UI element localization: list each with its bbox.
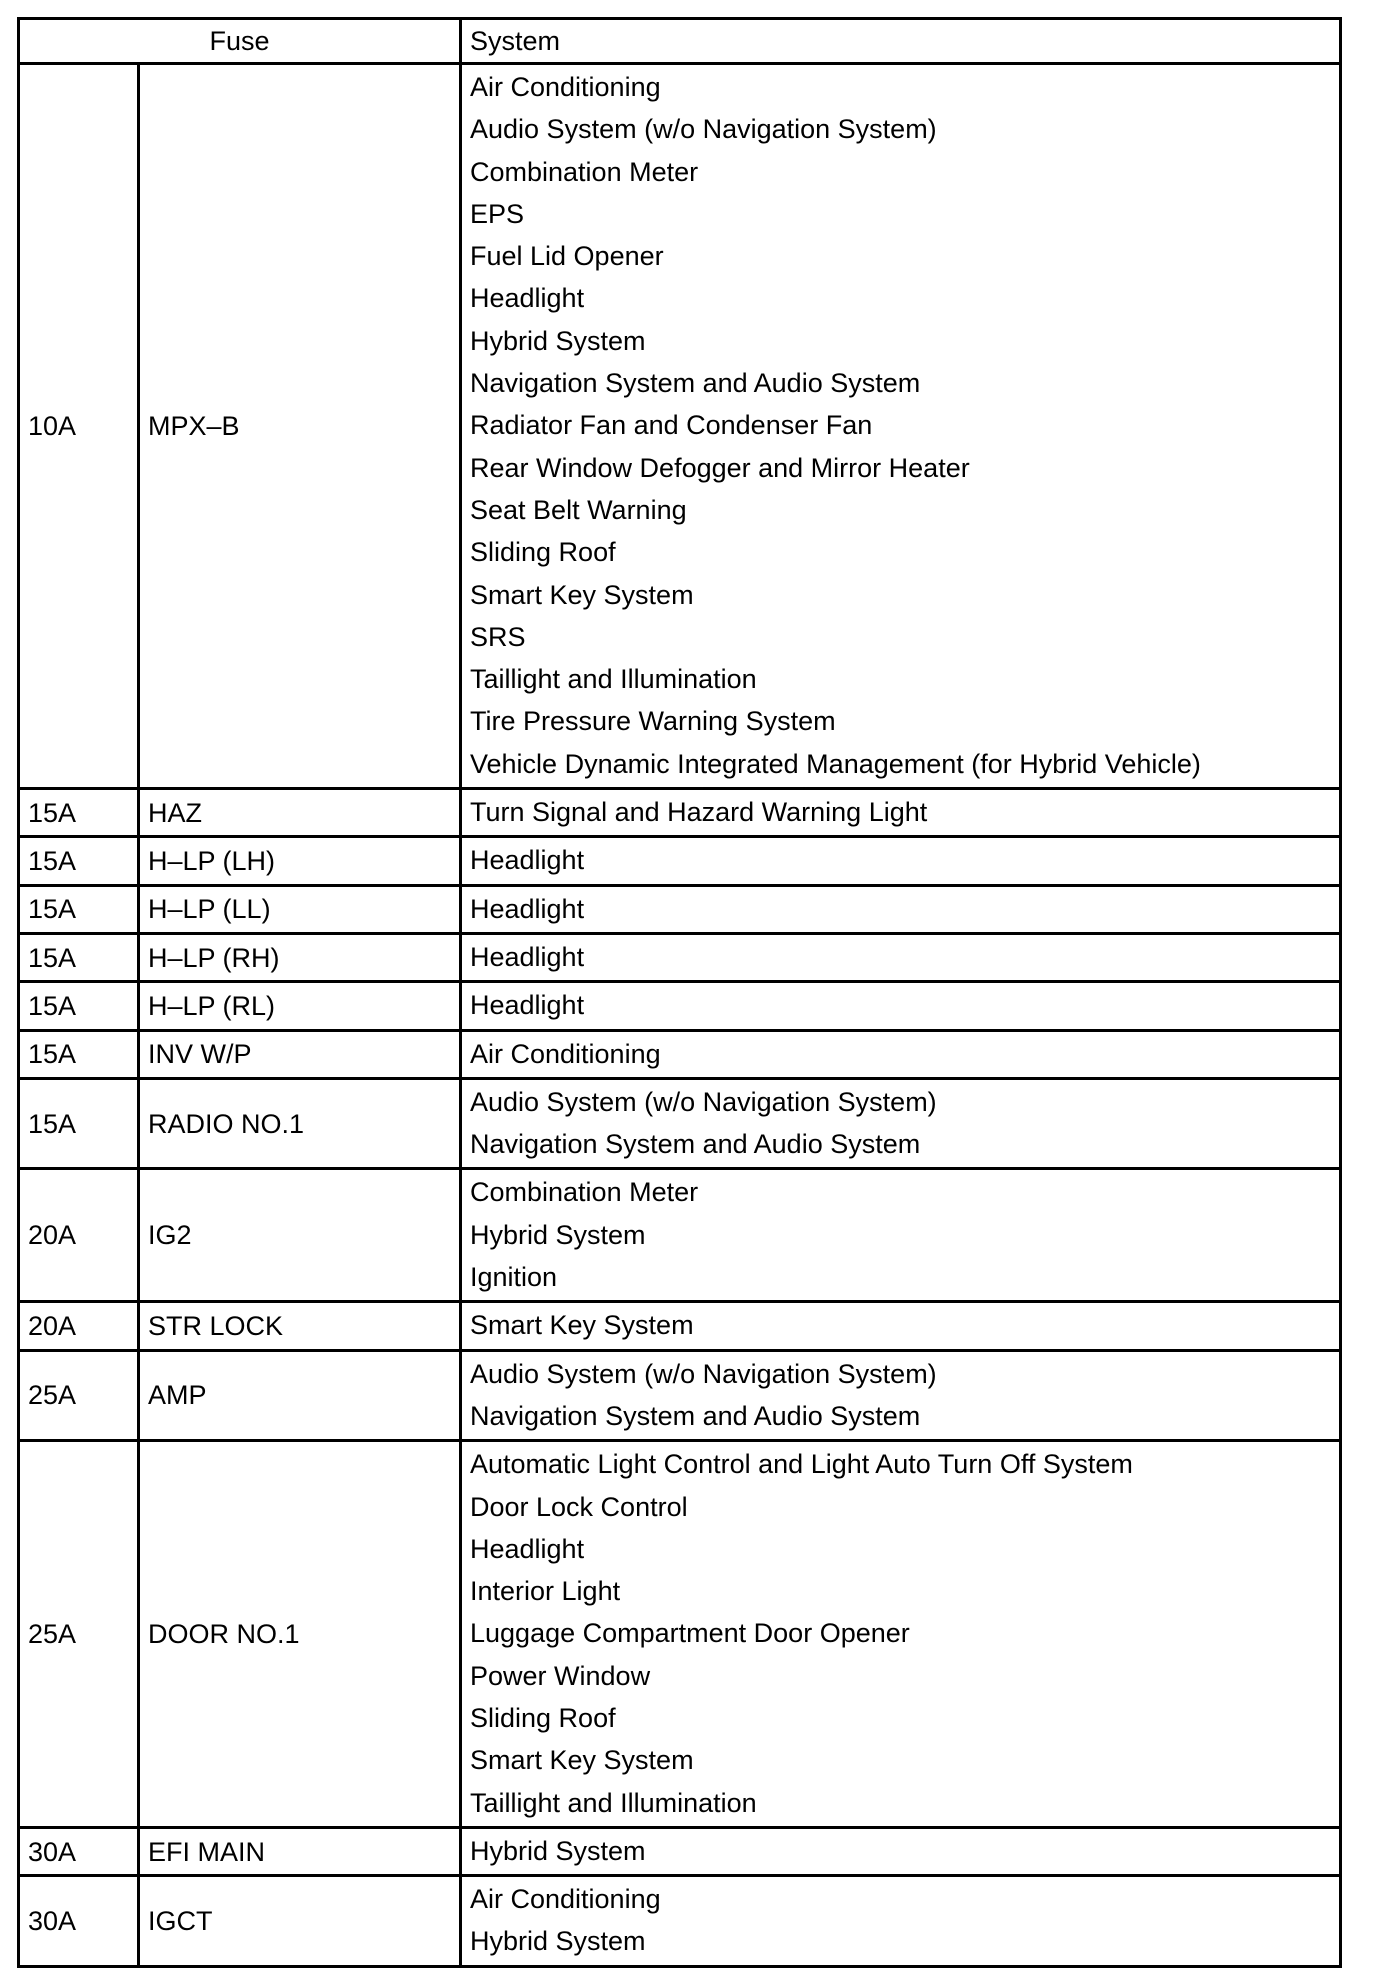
table-row bbox=[19, 982, 1341, 1030]
system-list bbox=[461, 1302, 1341, 1350]
system-item: Air Conditioning bbox=[470, 72, 661, 102]
system-item: Tire Pressure Warning System bbox=[470, 706, 836, 737]
table-row bbox=[19, 1350, 1341, 1441]
fuse-rating: 15A bbox=[19, 933, 139, 981]
system-item: Automatic Light Control and Light Auto Turn Off System bbox=[470, 1449, 1133, 1480]
system-list bbox=[461, 933, 1341, 981]
fuse-rating: 15A bbox=[19, 837, 139, 885]
system-item: Ignition bbox=[470, 1262, 558, 1293]
fuse-rating: 15A bbox=[19, 1078, 139, 1169]
system-list bbox=[461, 64, 1341, 789]
system-item: Hybrid System bbox=[470, 1926, 646, 1957]
system-item: Smart Key System bbox=[470, 1310, 694, 1341]
system-item: Interior Light bbox=[470, 1576, 621, 1607]
table-row bbox=[19, 933, 1341, 981]
system-item: Navigation System and Audio System bbox=[470, 368, 921, 399]
system-item: Luggage Compartment Door Opener bbox=[470, 1618, 910, 1649]
system-item: Radiator Fan and Condenser Fan bbox=[470, 410, 873, 441]
system-item: Headlight bbox=[470, 893, 585, 924]
system-item: Audio System (w/o Navigation System) bbox=[470, 114, 937, 145]
system-item: Smart Key System bbox=[470, 579, 694, 610]
system-item: Rear Window Defogger and Mirror Heater bbox=[470, 452, 970, 483]
system-item: Turn Signal and Hazard Warning Light bbox=[470, 797, 928, 828]
system-item: Navigation System and Audio System bbox=[470, 1129, 921, 1160]
fuse-name: RADIO NO.1 bbox=[139, 1078, 461, 1169]
system-item: Sliding Roof bbox=[470, 537, 616, 568]
system-list bbox=[461, 1078, 1341, 1169]
system-item: Hybrid System bbox=[470, 1835, 646, 1866]
system-item: Headlight bbox=[470, 845, 585, 876]
table-row bbox=[19, 1302, 1341, 1350]
table-row bbox=[19, 64, 1341, 789]
fuse-rating: 15A bbox=[19, 982, 139, 1030]
table-header bbox=[19, 19, 1341, 64]
fuse-name: HAZ bbox=[139, 789, 461, 837]
fuse-rating: 20A bbox=[19, 1169, 139, 1302]
header-row bbox=[19, 19, 1341, 64]
system-item: Combination Meter bbox=[470, 1177, 699, 1208]
system-list bbox=[461, 1441, 1341, 1828]
fuse-name: AMP bbox=[139, 1350, 461, 1441]
table-row bbox=[19, 1441, 1341, 1828]
system-item: Combination Meter bbox=[470, 156, 699, 187]
system-item: SRS bbox=[470, 621, 526, 652]
fuse-name: H–LP (RL) bbox=[139, 982, 461, 1030]
fuse-rating: 25A bbox=[19, 1350, 139, 1441]
system-item: Headlight bbox=[470, 941, 585, 972]
fuse-name: STR LOCK bbox=[139, 1302, 461, 1350]
system-item: Hybrid System bbox=[470, 325, 646, 356]
system-item: Vehicle Dynamic Integrated Management (for Hybrid Vehicle) bbox=[470, 748, 1201, 779]
system-list bbox=[461, 885, 1341, 933]
table-row bbox=[19, 837, 1341, 885]
table-row bbox=[19, 885, 1341, 933]
table-row bbox=[19, 1876, 1341, 1967]
fuse-name: H–LP (LL) bbox=[139, 885, 461, 933]
fuse-rating: 15A bbox=[19, 789, 139, 837]
system-list bbox=[461, 789, 1341, 837]
system-item: Taillight and Illumination bbox=[470, 1787, 757, 1818]
fuse-rating: 10A bbox=[19, 64, 139, 789]
system-item: Sliding Roof bbox=[470, 1702, 616, 1733]
fuse-column-header: Fuse bbox=[19, 19, 461, 64]
system-list bbox=[461, 1350, 1341, 1441]
table-row bbox=[19, 789, 1341, 837]
fuse-name: IG2 bbox=[139, 1169, 461, 1302]
table-row bbox=[19, 1078, 1341, 1169]
system-list bbox=[461, 837, 1341, 885]
fuse-rating: 25A bbox=[19, 1441, 139, 1828]
system-item: Seat Belt Warning bbox=[470, 494, 687, 525]
system-item: Taillight and Illumination bbox=[470, 664, 757, 695]
fuse-name: H–LP (LH) bbox=[139, 837, 461, 885]
system-list bbox=[461, 1169, 1341, 1302]
system-item: Air Conditioning bbox=[470, 1884, 661, 1915]
system-item: Audio System (w/o Navigation System) bbox=[470, 1358, 937, 1389]
system-item: Fuel Lid Opener bbox=[470, 241, 664, 272]
fuse-rating: 20A bbox=[19, 1302, 139, 1350]
system-item: Smart Key System bbox=[470, 1745, 694, 1776]
fuse-name: EFI MAIN bbox=[139, 1827, 461, 1875]
system-item: Navigation System and Audio System bbox=[470, 1400, 921, 1431]
fuse-table bbox=[17, 17, 1342, 1968]
fuse-rating: 30A bbox=[19, 1827, 139, 1875]
system-column-header: System bbox=[461, 19, 1341, 64]
system-item: Power Window bbox=[470, 1660, 651, 1691]
system-item: Hybrid System bbox=[470, 1219, 646, 1250]
fuse-name: INV W/P bbox=[139, 1030, 461, 1078]
table-body bbox=[19, 64, 1341, 1967]
fuse-name: DOOR NO.1 bbox=[139, 1441, 461, 1828]
system-item: Headlight bbox=[470, 283, 585, 314]
system-list bbox=[461, 982, 1341, 1030]
system-item: Air Conditioning bbox=[470, 1038, 661, 1069]
fuse-rating: 15A bbox=[19, 1030, 139, 1078]
table-row bbox=[19, 1169, 1341, 1302]
system-list bbox=[461, 1030, 1341, 1078]
fuse-name: MPX–B bbox=[139, 64, 461, 789]
system-item: EPS bbox=[470, 198, 525, 229]
fuse-name: H–LP (RH) bbox=[139, 933, 461, 981]
system-item: Audio System (w/o Navigation System) bbox=[470, 1086, 937, 1117]
system-list bbox=[461, 1876, 1341, 1967]
system-item: Headlight bbox=[470, 1533, 585, 1564]
system-item: Door Lock Control bbox=[470, 1491, 688, 1522]
fuse-rating: 30A bbox=[19, 1876, 139, 1967]
table-row bbox=[19, 1827, 1341, 1875]
system-list bbox=[461, 1827, 1341, 1875]
fuse-rating: 15A bbox=[19, 885, 139, 933]
system-item: Headlight bbox=[470, 990, 585, 1021]
fuse-name: IGCT bbox=[139, 1876, 461, 1967]
table-row bbox=[19, 1030, 1341, 1078]
